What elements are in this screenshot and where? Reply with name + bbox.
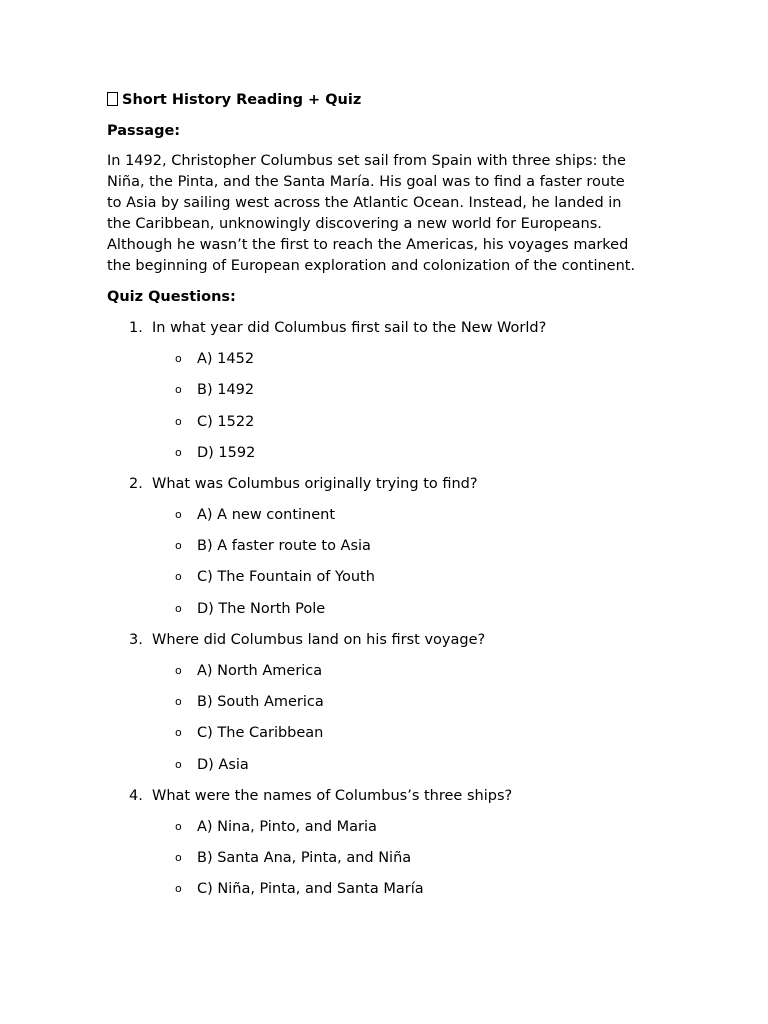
passage-heading: Passage: bbox=[107, 123, 181, 139]
option-text: D) 1592 bbox=[197, 444, 256, 461]
bullet-icon: o bbox=[175, 570, 182, 584]
option-item bbox=[107, 660, 667, 682]
option-item bbox=[107, 535, 667, 557]
option-item bbox=[107, 598, 667, 620]
option-item bbox=[107, 691, 667, 713]
option-item bbox=[107, 566, 667, 588]
bullet-icon: o bbox=[175, 352, 182, 365]
option-text: D) Asia bbox=[197, 756, 249, 773]
question-number: 3. bbox=[129, 631, 143, 648]
question-text: What were the names of Columbus’s three ships? bbox=[152, 787, 513, 804]
bullet-icon: o bbox=[175, 445, 182, 459]
option-item bbox=[107, 878, 667, 900]
option-text: C) The Caribbean bbox=[197, 725, 324, 742]
question-1 bbox=[107, 317, 667, 464]
option-item bbox=[107, 847, 667, 869]
passage-line: In 1492, Christopher Columbus set sail from Spain with three ships: the bbox=[107, 153, 626, 169]
question-number: 1. bbox=[129, 320, 143, 336]
question-text: What was Columbus originally trying to find? bbox=[152, 475, 478, 492]
question-list bbox=[107, 317, 667, 900]
question-text: Where did Columbus land on his first voyage? bbox=[152, 631, 486, 648]
bullet-icon: o bbox=[175, 414, 182, 428]
option-list bbox=[107, 816, 667, 901]
option-text: D) The North Pole bbox=[197, 600, 326, 617]
bullet-icon: o bbox=[175, 695, 182, 709]
option-text: A) Nina, Pinto, and Maria bbox=[197, 818, 377, 835]
option-text: B) South America bbox=[197, 694, 324, 711]
passage-line: Although he wasn’t the first to reach the Americas, his voyages marked bbox=[107, 237, 629, 253]
bullet-icon: o bbox=[175, 601, 182, 615]
option-text: B) Santa Ana, Pinta, and Niña bbox=[197, 849, 412, 866]
passage-text bbox=[107, 151, 667, 277]
option-item bbox=[107, 504, 667, 526]
question-text: In what year did Columbus first sail to the New World? bbox=[152, 320, 547, 336]
bullet-icon: o bbox=[175, 850, 182, 864]
document-title bbox=[107, 89, 667, 111]
bullet-icon: o bbox=[175, 539, 182, 553]
question-2 bbox=[107, 473, 667, 620]
bullet-icon: o bbox=[175, 882, 182, 896]
option-text: C) The Fountain of Youth bbox=[197, 569, 375, 586]
bullet-icon: o bbox=[175, 819, 182, 833]
question-number: 2. bbox=[129, 475, 143, 492]
bullet-icon: o bbox=[175, 663, 182, 677]
bullet-icon: o bbox=[175, 507, 182, 521]
option-text: C) 1522 bbox=[197, 413, 255, 430]
option-item bbox=[107, 411, 667, 433]
option-item bbox=[107, 379, 667, 401]
option-item bbox=[107, 754, 667, 776]
question-number: 4. bbox=[129, 787, 143, 804]
option-text: A) A new continent bbox=[197, 506, 336, 523]
option-item bbox=[107, 348, 667, 370]
option-list bbox=[107, 348, 667, 464]
option-item bbox=[107, 816, 667, 838]
passage-line: the Caribbean, unknowingly discovering a new world for Europeans. bbox=[107, 216, 602, 232]
book-icon bbox=[107, 92, 118, 106]
bullet-icon: o bbox=[175, 726, 182, 740]
option-item bbox=[107, 722, 667, 744]
question-4 bbox=[107, 785, 667, 901]
option-text: A) North America bbox=[197, 662, 323, 679]
option-text: A) 1452 bbox=[197, 351, 255, 367]
bullet-icon: o bbox=[175, 383, 182, 397]
option-item bbox=[107, 442, 667, 464]
option-list bbox=[107, 504, 667, 620]
bullet-icon: o bbox=[175, 757, 182, 771]
passage-line: Niña, the Pinta, and the Santa María. His goal was to find a faster route bbox=[107, 174, 625, 190]
document-page bbox=[107, 89, 667, 909]
question-3 bbox=[107, 629, 667, 776]
passage-line: to Asia by sailing west across the Atlantic Ocean. Instead, he landed in bbox=[107, 195, 622, 211]
quiz-heading: Quiz Questions: bbox=[107, 289, 236, 305]
title-text: Short History Reading + Quiz bbox=[122, 92, 362, 108]
option-text: B) A faster route to Asia bbox=[197, 538, 371, 555]
option-text: C) Niña, Pinta, and Santa María bbox=[197, 881, 424, 898]
option-text: B) 1492 bbox=[197, 382, 255, 399]
option-list bbox=[107, 660, 667, 776]
passage-line: the beginning of European exploration and colonization of the continent. bbox=[107, 258, 636, 274]
